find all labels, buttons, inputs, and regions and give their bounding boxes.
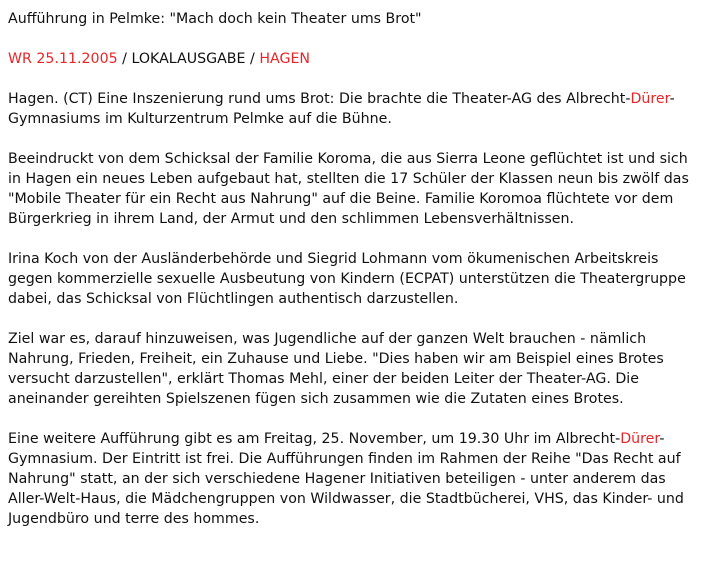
paragraph-goal: Ziel war es, darauf hinzuweisen, was Jugendliche auf der ganzen Welt brauchen - nämlich Nahrung, Frieden, Freiheit, ein Zuhause und Liebe. "Dies haben wir am Beispiel eines Brotes versucht darzustellen", erklärt Thomas Mehl, einer der beiden Leiter der Theater-AG. Die aneinander gereihten Spielszenen fügen sich zusammen wie die Zutaten eines Brotes. [8, 331, 664, 407]
paragraph-next-performance [8, 429, 703, 529]
city-link[interactable]: HAGEN [259, 51, 311, 67]
paragraph-text: Hagen. (CT) Eine Inszenierung rund ums Brot: Die brachte die Theater-AG des Albrecht- [8, 91, 631, 107]
paragraph-text: -Gymnasiums im Kulturzentrum Pelmke auf die Bühne. [8, 91, 675, 127]
meta-separator: / [117, 51, 132, 67]
duerer-highlight-link[interactable]: Dürer [620, 431, 660, 447]
edition-label: LOKALAUSGABE [131, 51, 246, 67]
article-meta [8, 49, 703, 69]
source-date-link[interactable]: WR 25.11.2005 [8, 51, 118, 67]
paragraph-koroma: Beeindruckt von dem Schicksal der Familie Koroma, die aus Sierra Leone geflüchtet ist und sich in Hagen ein neues Leben aufgebaut hat, stellten die 17 Schüler der Klassen neun bis zwölf das "Mobile Theater für ein Recht aus Nahrung" auf die Beine. Familie Koromoa flüchtete vor dem Bürgerkrieg in ihrem Land, der Armut und den schlimmen Lebensverhältnissen. [8, 151, 689, 227]
paragraph-text: Eine weitere Aufführung gibt es am Freitag, 25. November, um 19.30 Uhr im Albrecht- [8, 431, 621, 447]
paragraph-support: Irina Koch von der Ausländerbehörde und Siegrid Lohmann vom ökumenischen Arbeitskreis gegen kommerzielle sexuelle Ausbeutung von Kindern (ECPAT) unterstützen die Theatergruppe dabei, das Schicksal von Flüchtlingen authentisch darzustellen. [8, 251, 686, 307]
duerer-highlight-link[interactable]: Dürer [630, 91, 670, 107]
meta-separator: / [245, 51, 260, 67]
article-title: Aufführung in Pelmke: "Mach doch kein Theater ums Brot" [8, 11, 422, 27]
paragraph-text: -Gymnasium. Der Eintritt ist frei. Die Aufführungen finden im Rahmen der Reihe "Das Recht auf Nahrung" statt, an der sich verschiedene Hagener Initiativen beteiligen - unter anderem das Aller-Welt-Haus, die Mädchengruppen von Wildwasser, die Stadtbücherei, VHS, das Kinder- und Jugendbüro und terre des hommes. [8, 431, 684, 527]
paragraph-intro [8, 89, 703, 129]
